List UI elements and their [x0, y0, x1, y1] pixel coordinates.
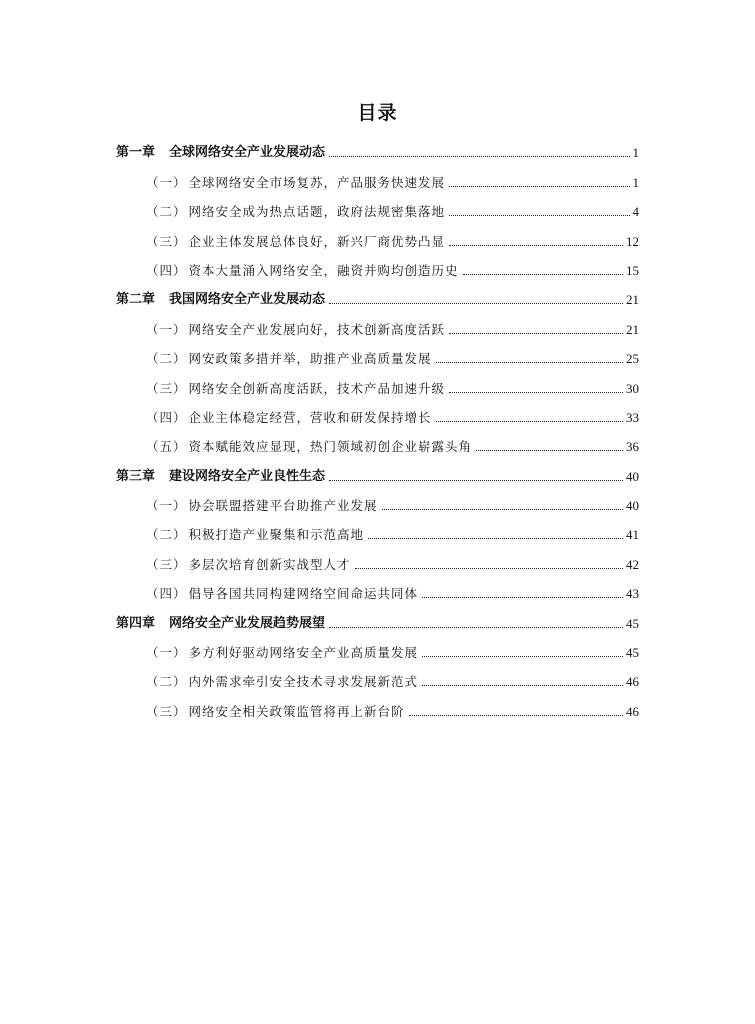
toc-entry-page-number: 12: [626, 233, 639, 249]
toc-dot-leader: [449, 186, 629, 187]
toc-entry-number: （二）: [146, 351, 187, 367]
toc-entry-title: 建设网络安全产业良性生态: [169, 468, 326, 484]
toc-entry-title: 网络安全成为热点话题，政府法规密集落地: [188, 204, 446, 220]
toc-dot-leader: [355, 568, 623, 569]
toc-entry-title: 多方利好驱动网络安全产业高质量发展: [188, 645, 419, 661]
toc-dot-leader: [422, 656, 623, 657]
toc-section-entry[interactable]: [116, 426, 639, 455]
toc-entry-number: （一）: [146, 645, 187, 661]
toc-section-entry[interactable]: [116, 543, 639, 572]
toc-entry-number: （四）: [146, 409, 187, 425]
toc-dot-leader: [409, 715, 623, 716]
toc-entry-title: 网络安全产业发展向好，技术创新高度活跃: [188, 321, 446, 337]
toc-dot-leader: [449, 215, 629, 216]
toc-entry-title: 协会联盟搭建平台助推产业发展: [188, 498, 378, 514]
toc-entry-page-number: 46: [626, 703, 639, 719]
toc-entry-title: 企业主体稳定经营，营收和研发保持增长: [188, 409, 432, 425]
toc-section-entry[interactable]: [116, 661, 639, 690]
toc-entry-page-number: 15: [626, 262, 639, 278]
toc-section-entry[interactable]: [116, 250, 639, 279]
toc-entry-title: 资本赋能效应显现，热门领域初创企业崭露头角: [188, 439, 473, 455]
toc-entry-page-number: 25: [626, 351, 639, 367]
toc-entry-page-number: 36: [626, 439, 639, 455]
toc-entry-title: 内外需求牵引安全技术寻求发展新范式: [188, 674, 419, 690]
toc-entry-page-number: 45: [626, 645, 639, 661]
toc-dot-leader: [449, 392, 623, 393]
toc-chapter-entry[interactable]: [116, 455, 639, 484]
toc-dot-leader: [422, 597, 623, 598]
toc-entry-title: 网络安全创新高度活跃，技术产品加速升级: [188, 380, 446, 396]
toc-entry-title: 全球网络安全市场复苏，产品服务快速发展: [188, 174, 446, 190]
toc-entry-title: 网络安全相关政策监管将再上新台阶: [188, 703, 405, 719]
toc-entry-number: （二）: [146, 674, 187, 690]
toc-entry-number: （一）: [146, 498, 187, 514]
toc-dot-leader: [382, 509, 623, 510]
toc-section-entry[interactable]: [116, 573, 639, 602]
toc-entry-page-number: 43: [626, 586, 639, 602]
toc-entry-number: 第三章: [116, 468, 156, 484]
toc-section-entry[interactable]: [116, 367, 639, 396]
toc-entry-page-number: 46: [626, 674, 639, 690]
toc-entry-title: 网安政策多措并举，助推产业高质量发展: [188, 351, 432, 367]
toc-entry-page-number: 4: [632, 204, 639, 220]
toc-list: [116, 132, 639, 720]
toc-entry-number: （三）: [146, 703, 187, 719]
toc-entry-number: （一）: [146, 321, 187, 337]
toc-dot-leader: [449, 245, 623, 246]
toc-entry-page-number: 33: [626, 409, 639, 425]
toc-chapter-entry[interactable]: [116, 602, 639, 631]
toc-entry-page-number: 1: [632, 145, 639, 161]
toc-section-entry[interactable]: [116, 690, 639, 719]
toc-section-entry[interactable]: [116, 308, 639, 337]
toc-dot-leader: [422, 685, 623, 686]
toc-entry-number: （二）: [146, 527, 187, 543]
toc-dot-leader: [436, 421, 623, 422]
toc-section-entry[interactable]: [116, 514, 639, 543]
toc-entry-number: （一）: [146, 174, 187, 190]
toc-chapter-entry[interactable]: [116, 132, 639, 161]
toc-entry-page-number: 42: [626, 556, 639, 572]
toc-section-entry[interactable]: [116, 220, 639, 249]
toc-entry-number: 第四章: [116, 615, 156, 631]
toc-entry-number: （三）: [146, 380, 187, 396]
toc-entry-page-number: 21: [626, 292, 639, 308]
toc-entry-title: 多层次培育创新实战型人才: [188, 556, 351, 572]
toc-entry-title: 企业主体发展总体良好，新兴厂商优势凸显: [188, 233, 446, 249]
toc-entry-page-number: 1: [632, 174, 639, 190]
toc-section-entry[interactable]: [116, 338, 639, 367]
toc-entry-page-number: 40: [626, 498, 639, 514]
toc-entry-page-number: 40: [626, 468, 639, 484]
toc-section-entry[interactable]: [116, 161, 639, 190]
toc-entry-number: 第二章: [116, 292, 156, 308]
toc-entry-number: （五）: [146, 439, 187, 455]
toc-entry-title: 全球网络安全产业发展动态: [169, 145, 326, 161]
toc-entry-number: （四）: [146, 586, 187, 602]
toc-entry-number: （二）: [146, 204, 187, 220]
toc-entry-number: （三）: [146, 233, 187, 249]
toc-entry-page-number: 41: [626, 527, 639, 543]
toc-entry-title: 我国网络安全产业发展动态: [169, 292, 326, 308]
toc-entry-number: 第一章: [116, 145, 156, 161]
toc-dot-leader: [449, 333, 623, 334]
toc-dot-leader: [329, 156, 629, 157]
toc-dot-leader: [329, 303, 623, 304]
toc-entry-title: 网络安全产业发展趋势展望: [169, 615, 326, 631]
toc-entry-title: 倡导各国共同构建网络空间命运共同体: [188, 586, 419, 602]
toc-dot-leader: [436, 362, 623, 363]
toc-dot-leader: [476, 450, 623, 451]
toc-chapter-entry[interactable]: [116, 279, 639, 308]
toc-entry-number: （四）: [146, 262, 187, 278]
toc-dot-leader: [329, 480, 623, 481]
toc-dot-leader: [463, 274, 623, 275]
toc-section-entry[interactable]: [116, 191, 639, 220]
toc-entry-page-number: 21: [626, 321, 639, 337]
toc-entry-page-number: 30: [626, 380, 639, 396]
toc-section-entry[interactable]: [116, 632, 639, 661]
toc-entry-title: 积极打造产业聚集和示范高地: [188, 527, 365, 543]
toc-entry-title: 资本大量涌入网络安全，融资并购均创造历史: [188, 262, 459, 278]
toc-entry-page-number: 45: [626, 615, 639, 631]
toc-dot-leader: [329, 627, 623, 628]
toc-entry-number: （三）: [146, 556, 187, 572]
toc-section-entry[interactable]: [116, 397, 639, 426]
toc-dot-leader: [368, 538, 623, 539]
toc-title: 目录: [357, 102, 398, 124]
toc-section-entry[interactable]: [116, 485, 639, 514]
